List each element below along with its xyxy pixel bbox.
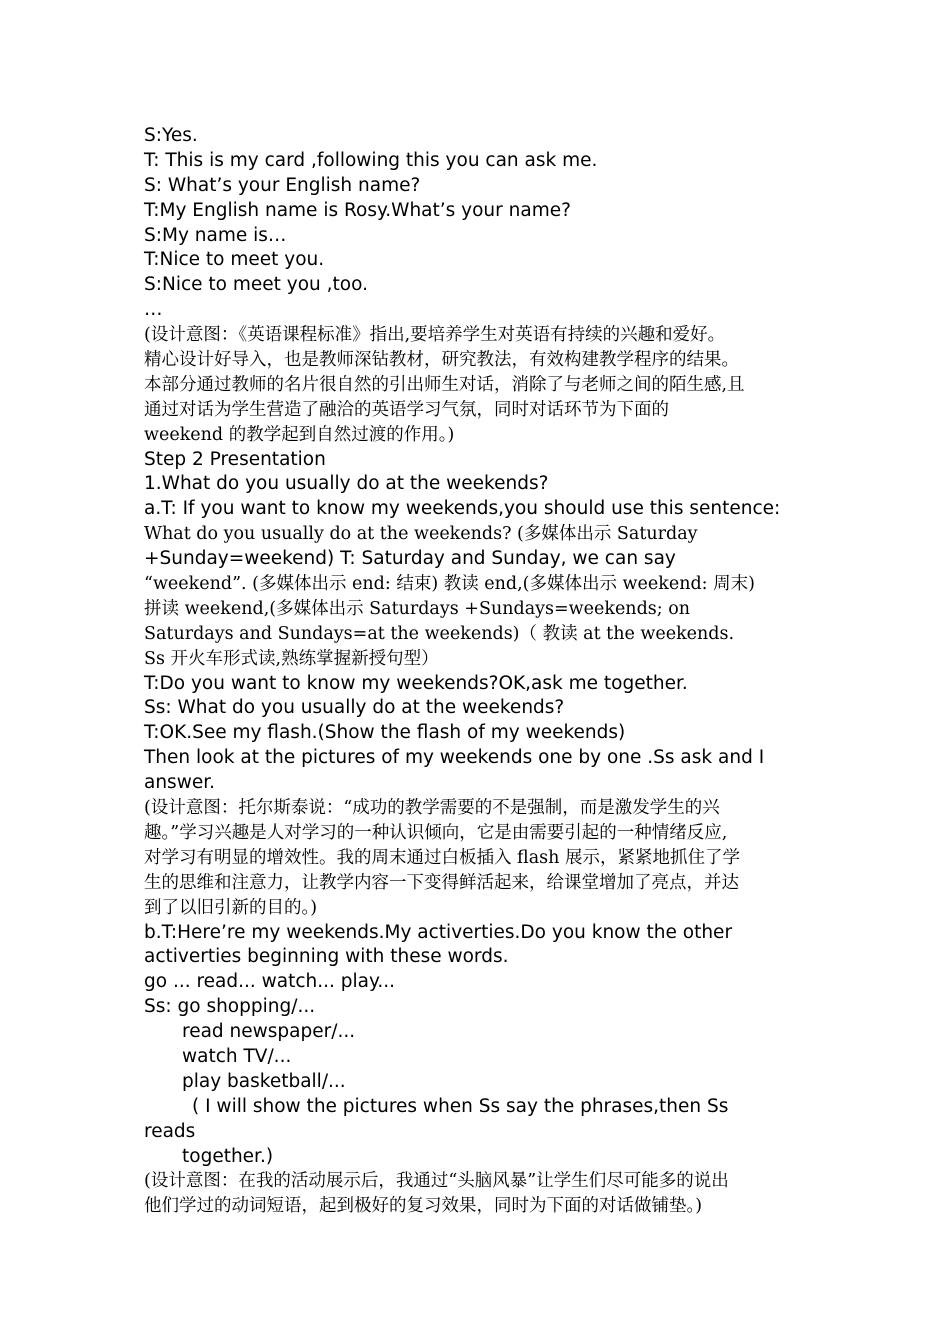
- text-line: reads: [144, 1120, 196, 1142]
- text-line: S:My name is…: [144, 224, 287, 246]
- text-line: (设计意图：《英语课程标准》指出,要培养学生对英语有持续的兴趣和爱好。: [144, 325, 726, 346]
- text-line: a.T: If you want to know my weekends,you should use this sentence:: [144, 498, 781, 520]
- text-line: S:Yes.: [144, 125, 198, 146]
- text-line: 生的思维和注意力，让教学内容一下变得鲜活起来，给课堂增加了亮点，并达: [144, 872, 739, 893]
- text-line: 他们学过的动词短语，起到极好的复习效果，同时为下面的对话做铺垫。): [144, 1196, 703, 1217]
- text-line: activerties beginning with these words.: [144, 946, 509, 968]
- text-line: T:OK.See my flash.(Show the flash of my weekends): [144, 722, 626, 744]
- text-line: Step 2 Presentation: [144, 448, 326, 470]
- text-line: Ss: go shopping/...: [144, 996, 316, 1018]
- text-line: 趣。”学习兴趣是人对学习的一种认识倾向，它是由需要引起的一种情绪反应,: [144, 822, 728, 843]
- text-line: T: This is my card ,following this you can ask me.: [144, 149, 598, 171]
- text-line: play basketball/...: [182, 1070, 346, 1092]
- text-line: 拼读 weekend,(多媒体出示 Saturdays +Sundays=weekends; on: [144, 598, 691, 619]
- text-line: weekend 的教学起到自然过渡的作用。): [144, 424, 455, 445]
- text-line: 本部分通过教师的名片很自然的引出师生对话，消除了与老师之间的陌生感,且: [144, 374, 745, 395]
- text-line: What do you usually do at the weekends? (多媒体出示 Saturday: [144, 524, 698, 545]
- text-line: read newspaper/...: [182, 1021, 356, 1043]
- text-line: Then look at the pictures of my weekends one by one .Ss ask and I: [144, 747, 765, 769]
- text-line: 通过对话为学生营造了融洽的英语学习气氛，同时对话环节为下面的: [144, 399, 669, 420]
- text-line: watch TV/...: [182, 1045, 292, 1067]
- text-line: (设计意图：在我的活动展示后，我通过“头脑风暴”让学生们尽可能多的说出: [144, 1171, 729, 1192]
- text-line: 1.What do you usually do at the weekends?: [144, 473, 549, 495]
- text-line: S: What’s your English name?: [144, 174, 421, 196]
- text-line: S:Nice to meet you ,too.: [144, 274, 368, 296]
- text-line: 到了以旧引新的目的。): [144, 897, 318, 918]
- text-line: …: [144, 299, 163, 321]
- text-line: b.T:Here’re my weekends.My activerties.Do you know the other: [144, 921, 733, 943]
- text-line: answer.: [144, 772, 216, 794]
- document-body: [144, 124, 810, 1219]
- text-line: “weekend”. (多媒体出示 end: 结束) 教读 end,(多媒体出示 weekend: 周末): [144, 574, 755, 595]
- text-line: +Sunday=weekend) T: Saturday and Sunday, we can say: [144, 548, 676, 570]
- text-line: T:Do you want to know my weekends?OK,ask me together.: [144, 672, 688, 694]
- text-line: Ss 开火车形式读,熟练掌握新授句型）: [144, 648, 439, 669]
- text-line: T:Nice to meet you.: [144, 249, 325, 271]
- text-line: 对学习有明显的增效性。我的周末通过白板插入 flash 展示，紧紧地抓住了学: [144, 847, 740, 868]
- text-line: (设计意图：托尔斯泰说：“成功的教学需要的不是强制，而是激发学生的兴: [144, 798, 720, 819]
- text-line: 精心设计好导入，也是教师深钻教材，研究教法，有效构建教学程序的结果。: [144, 350, 739, 371]
- text-line: Ss: What do you usually do at the weekends?: [144, 697, 565, 719]
- text-line: Saturdays and Sundays=at the weekends)（ 教读 at the weekends.: [144, 623, 735, 644]
- text-line: together.): [182, 1145, 274, 1167]
- text-line: go ... read... watch... play...: [144, 971, 395, 993]
- text-line: T:My English name is Rosy.What’s your name?: [144, 199, 571, 221]
- text-line: ( I will show the pictures when Ss say the phrases,then Ss: [192, 1095, 729, 1117]
